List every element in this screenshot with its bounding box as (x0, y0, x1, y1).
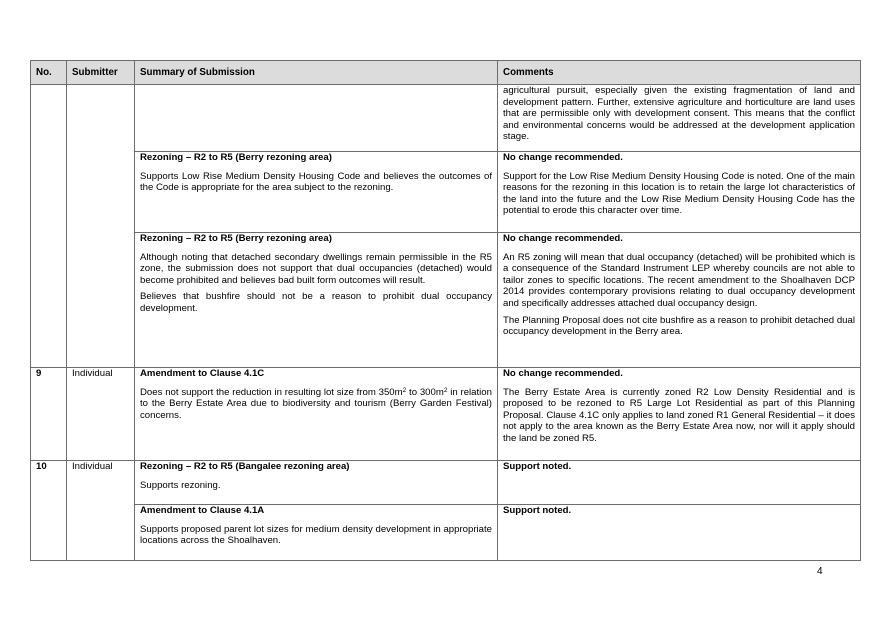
cell-summary (135, 152, 498, 233)
page-number: 4 (817, 566, 823, 577)
table-row (31, 505, 861, 561)
cell-submitter: Individual (67, 368, 135, 461)
cell-submitter: Individual (67, 461, 135, 561)
col-header-summary: Summary of Submission (135, 61, 498, 85)
cell-comments (498, 85, 861, 152)
table-row (31, 368, 861, 461)
comment-text: Support for the Low Rise Medium Density Housing Code is noted. One of the main reasons for the rezoning in this location is to retain the large lot characteristics of the land into the future and the Low Rise Medium Density Housing Code has the potential to erode this character over time. (503, 170, 855, 217)
summary-text (140, 387, 492, 422)
submission-heading: Rezoning – R2 to R5 (Bangalee rezoning area) (140, 461, 350, 472)
col-header-no: No. (31, 61, 67, 85)
cell-no: 9 (31, 368, 67, 461)
summary-text-part: Does not support the reduction in resulting lot size from 350m (140, 386, 403, 398)
table-header-row (31, 61, 861, 85)
summary-text: Although noting that detached secondary dwellings remain permissible in the R5 zone, the submission does not support that dual occupancies (detached) would become prohibited and believes bad built form outcomes will result. (140, 251, 492, 286)
table-row (31, 461, 861, 505)
col-header-comments: Comments (498, 61, 861, 85)
cell-comments (498, 152, 861, 233)
comment-heading: No change recommended. (503, 233, 623, 244)
cell-submitter (67, 85, 135, 368)
comment-heading: Support noted. (503, 505, 572, 516)
cell-no: 10 (31, 461, 67, 561)
cell-comments (498, 368, 861, 461)
table-row (31, 152, 861, 233)
table-row (31, 233, 861, 368)
submission-heading: Amendment to Clause 4.1C (140, 368, 265, 379)
cell-summary (135, 368, 498, 461)
cell-comments (498, 233, 861, 368)
col-header-submitter: Submitter (67, 61, 135, 85)
submissions-table (30, 60, 861, 561)
cell-no (31, 85, 67, 368)
cell-summary (135, 505, 498, 561)
summary-text: Believes that bushfire should not be a reason to prohibit dual occupancy development. (140, 291, 492, 314)
summary-text-part: to 300m (406, 386, 444, 398)
cell-comments (498, 505, 861, 561)
cell-summary (135, 233, 498, 368)
summary-text: Supports rezoning. (140, 479, 221, 491)
comment-text: The Berry Estate Area is currently zoned R2 Low Density Residential and is proposed to be rezoned to R5 Large Lot Residential as part of this Planning Proposal. Clause 4.1C only applies to land zoned R1 General Residential – it does not apply to the area known as the Berry Estate Area now, nor will it apply should the land be zoned R5. (503, 386, 855, 444)
cell-comments (498, 461, 861, 505)
table-row (31, 85, 861, 152)
submission-heading: Rezoning – R2 to R5 (Berry rezoning area) (140, 233, 332, 244)
comment-text: An R5 zoning will mean that dual occupancy (detached) will be prohibited which is a consequence of the Standard Instrument LEP whereby councils are not able to tailor zones to specific locations. The recent amendment to the Shoalhaven DCP 2014 provides contemporary provisions relating to dual occupancy development and specifically addresses attached dual occupancy design. (503, 251, 855, 309)
cell-summary (135, 85, 498, 152)
summary-text: Supports Low Rise Medium Density Housing Code and believes the outcomes of the Code is appropriate for the area subject to the rezoning. (140, 170, 492, 194)
comment-heading: No change recommended. (503, 152, 623, 163)
superscript: 2 (443, 386, 448, 394)
summary-text-part: in relation to the Berry Estate Area due to biodiversity and tourism (Berry Garden Festival) concerns. (140, 386, 492, 421)
superscript: 2 (402, 386, 407, 394)
comment-heading: No change recommended. (503, 368, 623, 379)
summary-text: Supports proposed parent lot sizes for medium density development in appropriate locations across the Shoalhaven. (140, 523, 492, 547)
comment-text: agricultural pursuit, especially given the existing fragmentation of land and development pattern. Further, extensive agriculture and horticulture are land uses that are permissible only with development consent. This means that the conflict and environmental concerns would be addressed at the development application stage. (503, 85, 855, 143)
comment-text: The Planning Proposal does not cite bushfire as a reason to prohibit detached dual occupancy development in the Berry area. (503, 314, 855, 338)
submission-heading: Amendment to Clause 4.1A (140, 505, 265, 516)
cell-summary (135, 461, 498, 505)
submission-heading: Rezoning – R2 to R5 (Berry rezoning area) (140, 152, 332, 163)
comment-heading: Support noted. (503, 461, 572, 472)
